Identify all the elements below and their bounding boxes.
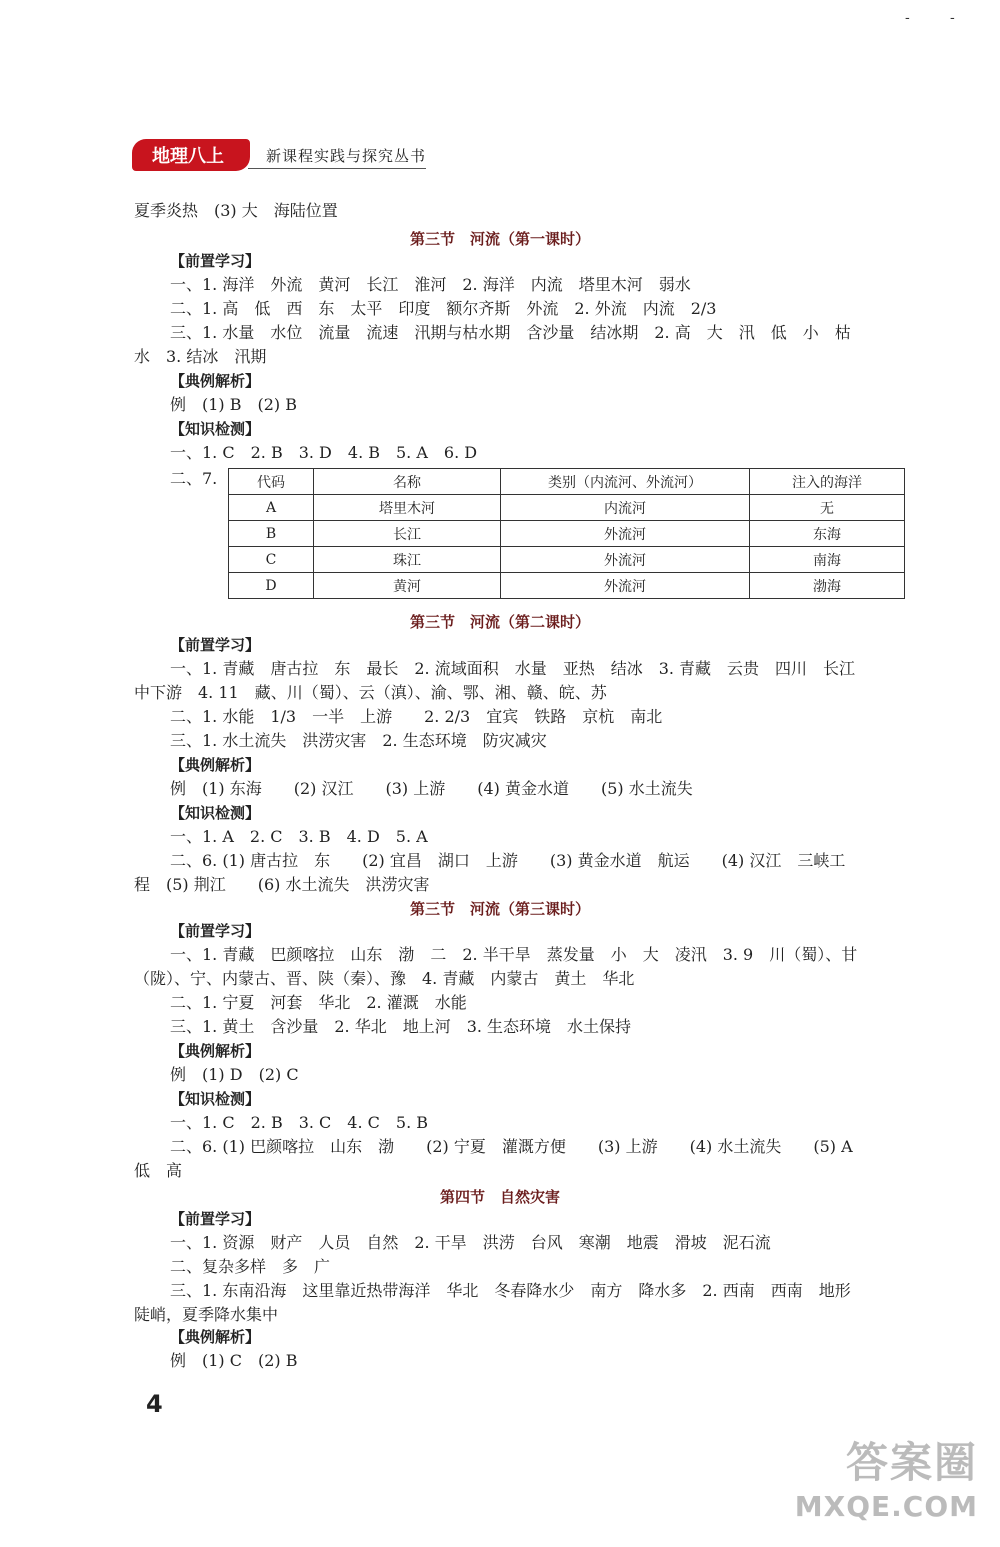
corner-mark: - <box>950 10 955 26</box>
text-line: 一、1. C 2. B 3. D 4. B 5. A 6. D <box>170 443 478 462</box>
text-line: 三、1. 水量 水位 流量 流速 汛期与枯水期 含沙量 结冰期 2. 高 大 汛 低 小 枯 <box>170 323 851 342</box>
table-cell: 内流河 <box>501 495 750 521</box>
page-number: 4 <box>146 1390 163 1418</box>
subsection-tag: 【前置学习】 <box>170 1210 261 1228</box>
text-line: 例 (1) C (2) B <box>170 1351 298 1370</box>
text-line: （陇）、宁、内蒙古、晋、陕（秦）、豫 4. 青藏 内蒙古 黄土 华北 <box>134 969 635 988</box>
table-cell: 东海 <box>750 521 905 547</box>
text-line: 中下游 4. 11 藏、川（蜀）、云（滇）、渝、鄂、湘、赣、皖、苏 <box>134 683 607 702</box>
subject-badge: 地理八上 <box>132 139 250 171</box>
table-cell: 塔里木河 <box>314 495 501 521</box>
table-header: 名称 <box>314 469 501 495</box>
text-line: 一、1. 资源 财产 人员 自然 2. 干旱 洪涝 台风 寒潮 地震 滑坡 泥石流 <box>170 1233 771 1252</box>
subsection-tag: 【典例解析】 <box>170 1042 261 1060</box>
text-line: 夏季炎热 (3) 大 海陆位置 <box>134 201 338 220</box>
text-line: 例 (1) 东海 (2) 汉江 (3) 上游 (4) 黄金水道 (5) 水土流失 <box>170 779 693 798</box>
subsection-tag: 【典例解析】 <box>170 372 261 390</box>
subsection-tag: 【前置学习】 <box>170 252 261 270</box>
text-line: 二、复杂多样 多 广 <box>170 1257 331 1276</box>
table-cell: D <box>229 573 314 599</box>
subsection-tag: 【知识检测】 <box>170 804 261 822</box>
text-line: 低 高 <box>134 1161 183 1180</box>
table-row <box>229 521 905 547</box>
text-line: 二、1. 宁夏 河套 华北 2. 灌溉 水能 <box>170 993 467 1012</box>
text-line: 一、1. A 2. C 3. B 4. D 5. A <box>170 827 428 846</box>
table-cell: 外流河 <box>501 521 750 547</box>
text-line: 三、1. 水土流失 洪涝灾害 2. 生态环境 防灾减灾 <box>170 731 547 750</box>
text-line: 一、1. 青藏 唐古拉 东 最长 2. 流域面积 水量 亚热 结冰 3. 青藏 云贵 四川 长江 <box>170 659 856 678</box>
series-title: 新课程实践与探究丛书 <box>266 146 427 165</box>
table-cell: A <box>229 495 314 521</box>
page-header <box>132 140 426 170</box>
table-header: 代码 <box>229 469 314 495</box>
text-line: 陡峭，夏季降水集中 <box>134 1305 279 1324</box>
table-header-row <box>229 469 905 495</box>
section-title: 第三节 河流（第二课时） <box>409 613 590 631</box>
watermark-url: MXQE.COM <box>794 1490 978 1523</box>
subsection-tag: 【前置学习】 <box>170 922 261 940</box>
subsection-tag: 【知识检测】 <box>170 420 261 438</box>
table-cell: C <box>229 547 314 573</box>
table-cell: 外流河 <box>501 573 750 599</box>
table-row <box>229 547 905 573</box>
text-line: 二、7. <box>170 469 218 488</box>
text-line: 一、1. 青藏 巴颜喀拉 山东 渤 二 2. 半干旱 蒸发量 小 大 凌汛 3. 9 川（蜀）、甘 <box>170 945 858 964</box>
table-cell: 渤海 <box>750 573 905 599</box>
table-cell: 黄河 <box>314 573 501 599</box>
section-title: 第四节 自然灾害 <box>439 1188 560 1206</box>
text-line: 三、1. 东南沿海 这里靠近热带海洋 华北 冬春降水少 南方 降水多 2. 西南 西南 地形 <box>170 1281 851 1300</box>
subsection-tag: 【典例解析】 <box>170 1328 261 1346</box>
text-line: 例 (1) D (2) C <box>170 1065 299 1084</box>
text-line: 二、6. (1) 唐古拉 东 (2) 宜昌 湖口 上游 (3) 黄金水道 航运 (4) 汉江 三峡工 <box>170 851 846 870</box>
watermark <box>795 1430 978 1523</box>
table-row <box>229 495 905 521</box>
text-line: 二、1. 水能 1/3 一半 上游 2. 2/3 宜宾 铁路 京杭 南北 <box>170 707 663 726</box>
text-line: 二、6. (1) 巴颜喀拉 山东 渤 (2) 宁夏 灌溉方便 (3) 上游 (4) 水土流失 (5) A <box>170 1137 853 1156</box>
header-rule <box>248 168 426 169</box>
text-line: 水 3. 结冰 汛期 <box>134 347 267 366</box>
text-line: 三、1. 黄土 含沙量 2. 华北 地上河 3. 生态环境 水土保持 <box>170 1017 632 1036</box>
text-line: 程 (5) 荆江 (6) 水土流失 洪涝灾害 <box>134 875 430 894</box>
section-title: 第三节 河流（第一课时） <box>409 230 590 248</box>
subsection-tag: 【典例解析】 <box>170 756 261 774</box>
text-line: 一、1. C 2. B 3. C 4. C 5. B <box>170 1113 429 1132</box>
table-cell: B <box>229 521 314 547</box>
table-cell: 外流河 <box>501 547 750 573</box>
section-title: 第三节 河流（第三课时） <box>409 900 590 918</box>
river-table <box>228 468 905 599</box>
text-line: 一、1. 海洋 外流 黄河 长江 淮河 2. 海洋 内流 塔里木河 弱水 <box>170 275 691 294</box>
table-cell: 长江 <box>314 521 501 547</box>
corner-mark: - <box>905 10 910 26</box>
table-cell: 珠江 <box>314 547 501 573</box>
text-line: 二、1. 高 低 西 东 太平 印度 额尔齐斯 外流 2. 外流 内流 2/3 <box>170 299 717 318</box>
table-row <box>229 573 905 599</box>
text-line: 例 (1) B (2) B <box>170 395 298 414</box>
table-cell: 南海 <box>750 547 905 573</box>
subsection-tag: 【前置学习】 <box>170 636 261 654</box>
table-header: 类别（内流河、外流河） <box>501 469 750 495</box>
subsection-tag: 【知识检测】 <box>170 1090 261 1108</box>
watermark-logo-text: 答案圈 <box>845 1438 978 1487</box>
table-cell: 无 <box>750 495 905 521</box>
table-header: 注入的海洋 <box>750 469 905 495</box>
